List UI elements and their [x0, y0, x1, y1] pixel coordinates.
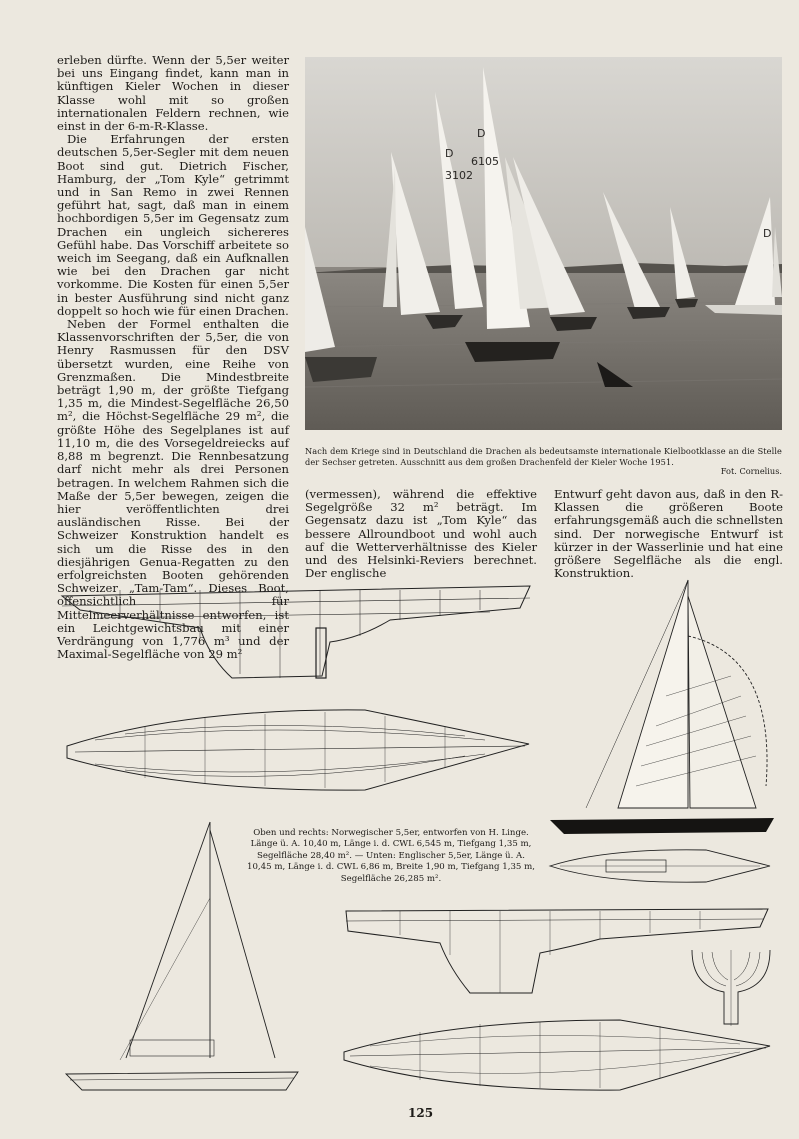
sail-number: D	[445, 147, 454, 160]
english-sail-plan-drawing	[60, 818, 304, 1096]
article-column-1	[57, 54, 289, 661]
photo-caption: Nach dem Kriege sind in Deutschland die Drachen als bedeutsamste internationale Kielbootklasse an die Stelle der Sechser getreten. Ausschnitt aus dem großen Drachenfeld der Kieler Woche 1951.	[305, 446, 782, 467]
paragraph: Neben der Formel enthalten die Klassenvorschriften der 5,5er, die von Henry Rasmussen für den DSV übersetzt wurden, eine Reihe von Grenzmaßen. Die Mindestbreite beträgt 1,90 m, der größte Tiefgang 1,35 m, die Mindest-Segelfläche 26,50 m², die Höchst-Segelfläche 29 m², die größte Höhe des Segelplanes ist auf 11,10 m, die des Vorsegeldreiecks auf 8,88 m begrenzt. Die Rennbesatzung darf nicht mehr als drei Personen betragen. In welchem Rahmen sich die Maße der 5,5er bewegen, zeigen die hier veröffentlichten drei ausländischen Risse. Bei der Schweizer Konstruktion handelt es sich um die Risse des in den diesjährigen Genua-Regatten zu den erfolgreichsten Booten gehörenden Schweizer „Tam-Tam“. Dieses Boot, offensichtlich für Mittelmeerverhältnisse entworfen, ist ein Leichtgewichtsbau mit einer Verdrängung von 1,776 m³ und der Maximal-Segelfläche von 29 m²	[57, 317, 289, 662]
sail-number: 3102	[445, 169, 473, 182]
paragraph: Entwurf geht davon aus, daß in den R-Klassen die größeren Boote erfahrungsgemäß auch die schnellsten sind. Der norwegische Entwurf ist kürzer in der Wasserlinie und hat eine größere Segelfläche als die engl. Konstruktion.	[554, 487, 783, 581]
english-hull-plan-drawing	[340, 1016, 774, 1096]
paragraph: erleben dürfte. Wenn der 5,5er weiter bei uns Eingang findet, kann man in künftigen Kieler Wochen in dieser Klasse wohl mit so großen internationalen Feldern rechnen, wie einst in der 6-m-R-Klasse.	[57, 53, 289, 134]
sail-number: D	[763, 227, 772, 240]
photo-credit: Fot. Cornelius.	[720, 466, 782, 476]
norwegian-deck-plan-drawing	[546, 846, 774, 886]
page-number: 125	[408, 1106, 434, 1120]
sail-number: D	[477, 127, 486, 140]
paragraph: (vermessen), während die effektive Segelgröße 32 m² beträgt. Im Gegensatz dazu ist „Tom Kyle“ das bessere Allroundboot und wohl auch auf die Wetterverhältnisse des Kieler und des Helsinki-Reviers berechnet. Der englische	[305, 487, 537, 581]
sail-number: 6105	[471, 155, 499, 168]
article-column-2	[305, 488, 537, 580]
paragraph: Die Erfahrungen der ersten deutschen 5,5er-Segler mit dem neuen Boot sind gut. Dietrich Fischer, Hamburg, der „Tom Kyle“ getrimmt und in San Remo in zwei Rennen geführt hat, sagt, daß man in einem hochbordigen 5,5er im Gegensatz zum Drachen ein ungleich sichereres Gefühl habe. Das Vorschiff arbeitete so weich im Seegang, daß ein Aufknallen wie bei den Drachen gar nicht vorkomme. Die Kosten für einen 5,5er in bester Ausführung sind nicht ganz doppelt so hoch wie für einen Drachen.	[57, 132, 289, 318]
norwegian-hull-plan-drawing	[65, 706, 533, 798]
article-column-3	[554, 488, 783, 580]
regatta-photo	[305, 57, 782, 430]
drawing-caption: Oben und rechts: Norwegischer 5,5er, entworfen von H. Linge. Länge ü. A. 10,40 m, Länge i. d. CWL 6,545 m, Tiefgang 1,35 m, Segelfläche 28,40 m². — Unten: Englischer 5,5er, Länge ü. A. 10,45 m, Länge i. d. CWL 6,86 m, Breite 1,90 m, Tiefgang 1,35 m, Segelfläche 26,285 m².	[246, 828, 536, 884]
norwegian-hull-profile-drawing	[60, 578, 538, 686]
norwegian-sail-plan-drawing	[546, 576, 782, 838]
